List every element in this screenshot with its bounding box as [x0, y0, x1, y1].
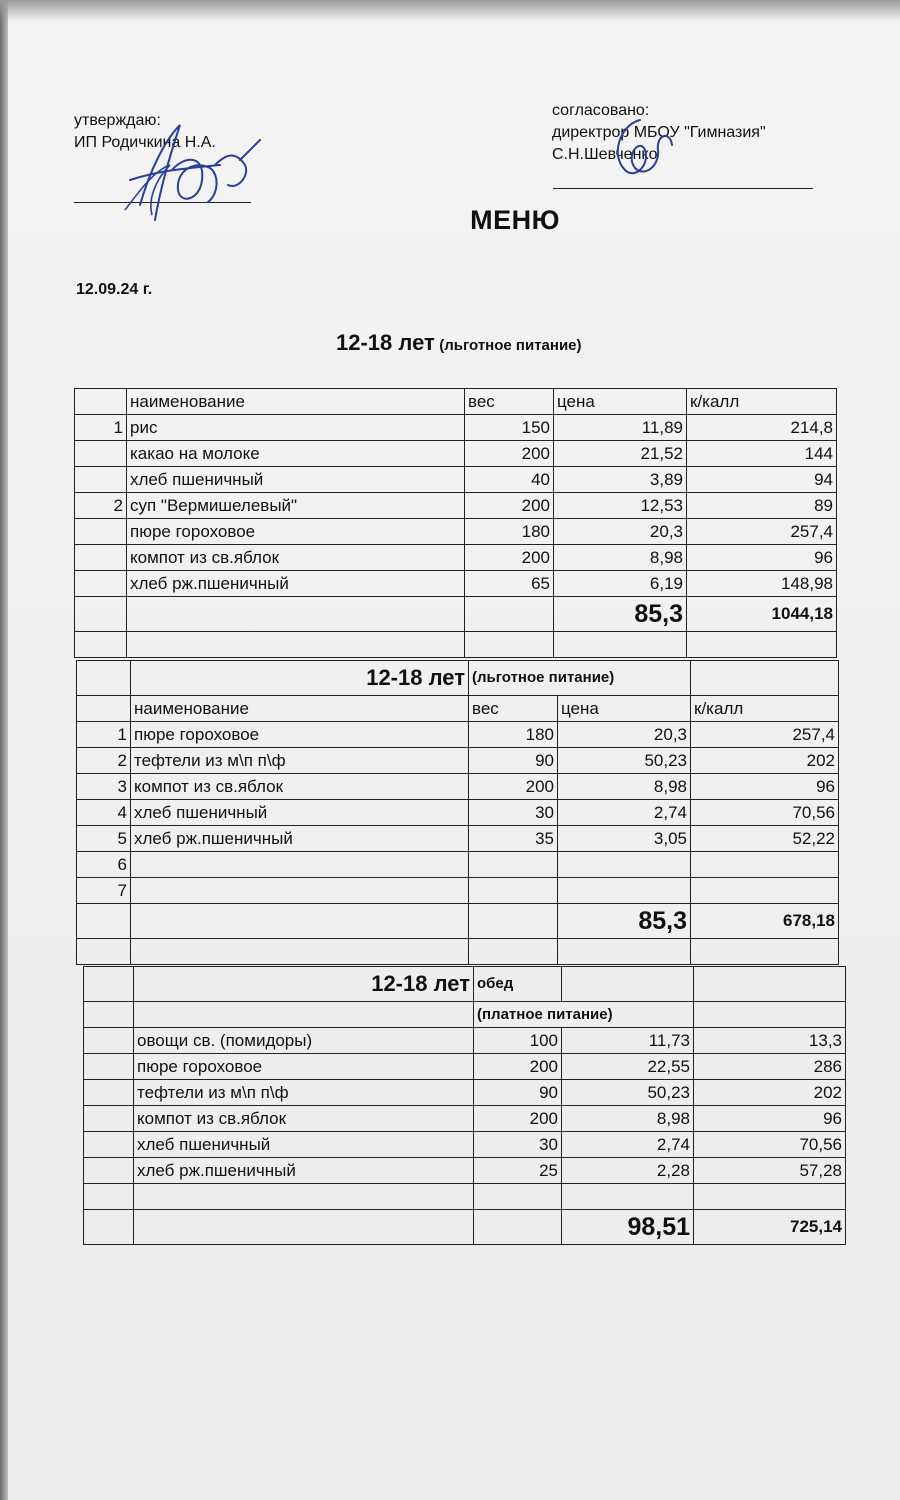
total-kcal: 678,18 [691, 904, 839, 939]
dish-weight: 180 [465, 519, 554, 545]
dish-name: рис [127, 415, 465, 441]
column-header-weight: вес [469, 696, 558, 722]
dish-name: компот из св.яблок [134, 1106, 474, 1132]
section3-type-row [84, 1002, 846, 1028]
table-cell [562, 1184, 694, 1210]
row-number: 4 [77, 800, 131, 826]
column-header-kcal: к/калл [691, 696, 839, 722]
column-header-name: наименование [131, 696, 469, 722]
dish-kcal: 52,22 [691, 826, 839, 852]
section3-type: (платное питание) [474, 1002, 694, 1028]
row-number: 2 [77, 748, 131, 774]
row-number: 7 [77, 878, 131, 904]
dish-price: 3,05 [558, 826, 691, 852]
signature-line-right [553, 188, 813, 189]
table-cell [474, 1210, 562, 1245]
dish-price: 50,23 [562, 1080, 694, 1106]
dish-name: пюре гороховое [134, 1054, 474, 1080]
dish-price: 8,98 [562, 1106, 694, 1132]
dish-name: хлеб пшеничный [134, 1132, 474, 1158]
table-cell [77, 696, 131, 722]
row-number [84, 1054, 134, 1080]
table-row [75, 415, 837, 441]
total-kcal: 1044,18 [687, 597, 837, 632]
dish-weight: 25 [474, 1158, 562, 1184]
dish-weight: 30 [469, 800, 558, 826]
dish-kcal: 257,4 [691, 722, 839, 748]
row-number [75, 571, 127, 597]
table-cell [469, 904, 558, 939]
row-number: 2 [75, 493, 127, 519]
dish-price [558, 852, 691, 878]
dish-name: компот из св.яблок [127, 545, 465, 571]
dish-kcal: 57,28 [694, 1158, 846, 1184]
approver-name: ИП Родичкина Н.А. [74, 134, 216, 151]
dish-price: 3,89 [554, 467, 687, 493]
row-number [84, 1028, 134, 1054]
dish-name: суп "Вермишелевый" [127, 493, 465, 519]
table-row [77, 722, 839, 748]
signature-right [600, 110, 680, 190]
dish-price: 22,55 [562, 1054, 694, 1080]
section1-heading [336, 330, 582, 356]
dish-kcal: 96 [694, 1106, 846, 1132]
dish-name: какао на молоке [127, 441, 465, 467]
dish-weight: 100 [474, 1028, 562, 1054]
menu-table-1 [74, 388, 837, 658]
row-number [75, 467, 127, 493]
table-cell [127, 632, 465, 658]
table-row [75, 467, 837, 493]
table-cell [134, 1210, 474, 1245]
table-cell [84, 1210, 134, 1245]
dish-weight: 30 [474, 1132, 562, 1158]
dish-price: 2,74 [558, 800, 691, 826]
row-number [75, 519, 127, 545]
dish-name: овощи св. (помидоры) [134, 1028, 474, 1054]
dish-kcal: 96 [691, 774, 839, 800]
total-price: 85,3 [558, 904, 691, 939]
dish-weight: 90 [469, 748, 558, 774]
dish-kcal [691, 852, 839, 878]
section2-age: 12-18 лет [131, 661, 469, 696]
table-row [75, 571, 837, 597]
dish-name: хлеб пшеничный [127, 467, 465, 493]
background-shadow-top [0, 0, 900, 22]
table-cell [75, 597, 127, 632]
section3-age: 12-18 лет [134, 967, 474, 1002]
approval-label: утверждаю: [74, 112, 161, 129]
column-header-price: цена [558, 696, 691, 722]
table-cell [84, 967, 134, 1002]
dish-price: 12,53 [554, 493, 687, 519]
column-header-name: наименование [127, 389, 465, 415]
table-cell [77, 939, 131, 965]
dish-price: 20,3 [554, 519, 687, 545]
section2-heading-row [77, 661, 839, 696]
dish-kcal: 144 [687, 441, 837, 467]
table-cell [687, 632, 837, 658]
column-header-price: цена [554, 389, 687, 415]
dish-weight: 200 [474, 1106, 562, 1132]
dish-weight: 200 [465, 493, 554, 519]
section1-age: 12-18 лет [336, 330, 435, 355]
dish-kcal: 257,4 [687, 519, 837, 545]
dish-name [131, 852, 469, 878]
table-cell [77, 904, 131, 939]
total-row [75, 597, 837, 632]
dish-kcal: 148,98 [687, 571, 837, 597]
row-number: 1 [75, 415, 127, 441]
table-row [84, 1080, 846, 1106]
table-cell [134, 1002, 474, 1028]
row-number: 3 [77, 774, 131, 800]
dish-weight: 200 [465, 441, 554, 467]
column-header-weight: вес [465, 389, 554, 415]
table-row [77, 774, 839, 800]
table-cell [465, 632, 554, 658]
section3-heading-row [84, 967, 846, 1002]
table-cell [469, 939, 558, 965]
table-cell [554, 632, 687, 658]
table-cell [562, 967, 694, 1002]
empty-row [77, 939, 839, 965]
table-cell [84, 1002, 134, 1028]
table-cell [134, 1184, 474, 1210]
dish-name: компот из св.яблок [131, 774, 469, 800]
dish-name [131, 878, 469, 904]
dish-name: хлеб рж.пшеничный [131, 826, 469, 852]
table-row [84, 1054, 846, 1080]
dish-kcal: 13,3 [694, 1028, 846, 1054]
table-cell [75, 632, 127, 658]
table-cell [75, 389, 127, 415]
dish-weight: 35 [469, 826, 558, 852]
empty-row [84, 1184, 846, 1210]
dish-weight: 200 [469, 774, 558, 800]
dish-kcal: 70,56 [694, 1132, 846, 1158]
dish-price [558, 878, 691, 904]
director-position: директрор МБОУ "Гимназия" [552, 124, 766, 141]
agreement-label: согласовано: [552, 102, 650, 119]
dish-weight: 200 [474, 1054, 562, 1080]
dish-price: 2,28 [562, 1158, 694, 1184]
table-cell [77, 661, 131, 696]
table-header-row [75, 389, 837, 415]
table-cell [558, 939, 691, 965]
dish-weight: 40 [465, 467, 554, 493]
empty-row [75, 632, 837, 658]
dish-price: 8,98 [558, 774, 691, 800]
section3-meal: обед [474, 967, 562, 1002]
dish-weight: 150 [465, 415, 554, 441]
section2-type: (льготное питание) [469, 661, 691, 696]
dish-kcal: 214,8 [687, 415, 837, 441]
total-kcal: 725,14 [694, 1210, 846, 1245]
dish-price: 20,3 [558, 722, 691, 748]
dish-weight [469, 852, 558, 878]
dish-kcal: 202 [691, 748, 839, 774]
dish-price: 11,89 [554, 415, 687, 441]
menu-table-3 [83, 966, 846, 1245]
dish-name: тефтели из м\п п\ф [131, 748, 469, 774]
dish-price: 21,52 [554, 441, 687, 467]
row-number [84, 1132, 134, 1158]
table-cell [465, 597, 554, 632]
dish-weight: 180 [469, 722, 558, 748]
table-cell [84, 1184, 134, 1210]
dish-price: 50,23 [558, 748, 691, 774]
dish-name: хлеб рж.пшеничный [127, 571, 465, 597]
page-title: МЕНЮ [470, 205, 560, 235]
section1-type: (льготное питание) [439, 337, 582, 354]
table-row [77, 852, 839, 878]
dish-price: 6,19 [554, 571, 687, 597]
table-row [84, 1132, 846, 1158]
table-cell [474, 1184, 562, 1210]
row-number [84, 1158, 134, 1184]
table-row [77, 748, 839, 774]
column-header-kcal: к/калл [687, 389, 837, 415]
dish-kcal: 96 [687, 545, 837, 571]
dish-name: тефтели из м\п п\ф [134, 1080, 474, 1106]
table-row [84, 1158, 846, 1184]
row-number: 5 [77, 826, 131, 852]
dish-price: 11,73 [562, 1028, 694, 1054]
dish-price: 2,74 [562, 1132, 694, 1158]
row-number [75, 545, 127, 571]
table-row [75, 519, 837, 545]
row-number: 6 [77, 852, 131, 878]
row-number [75, 441, 127, 467]
total-price: 98,51 [562, 1210, 694, 1245]
dish-kcal: 202 [694, 1080, 846, 1106]
row-number [84, 1080, 134, 1106]
row-number: 1 [77, 722, 131, 748]
dish-name: пюре гороховое [127, 519, 465, 545]
dish-weight [469, 878, 558, 904]
table-row [75, 441, 837, 467]
table-row [77, 826, 839, 852]
director-name: С.Н.Шевченко [552, 146, 658, 163]
dish-kcal: 94 [687, 467, 837, 493]
table-row [84, 1028, 846, 1054]
table-cell [694, 967, 846, 1002]
dish-price: 8,98 [554, 545, 687, 571]
dish-weight: 65 [465, 571, 554, 597]
table-row [77, 878, 839, 904]
table-cell [127, 597, 465, 632]
dish-name: хлеб рж.пшеничный [134, 1158, 474, 1184]
table-cell [131, 939, 469, 965]
menu-date: 12.09.24 г. [76, 281, 153, 298]
dish-kcal: 70,56 [691, 800, 839, 826]
total-row [77, 904, 839, 939]
table-row [77, 800, 839, 826]
table-header-row [77, 696, 839, 722]
table-cell [694, 1184, 846, 1210]
row-number [84, 1106, 134, 1132]
dish-weight: 200 [465, 545, 554, 571]
dish-name: хлеб пшеничный [131, 800, 469, 826]
table-row [75, 493, 837, 519]
total-row [84, 1210, 846, 1245]
table-cell [131, 904, 469, 939]
dish-weight: 90 [474, 1080, 562, 1106]
table-row [75, 545, 837, 571]
menu-table-2 [76, 660, 839, 965]
dish-kcal [691, 878, 839, 904]
table-cell [691, 939, 839, 965]
total-price: 85,3 [554, 597, 687, 632]
table-row [84, 1106, 846, 1132]
dish-kcal: 89 [687, 493, 837, 519]
dish-name: пюре гороховое [131, 722, 469, 748]
table-cell [691, 661, 839, 696]
dish-kcal: 286 [694, 1054, 846, 1080]
table-cell [694, 1002, 846, 1028]
